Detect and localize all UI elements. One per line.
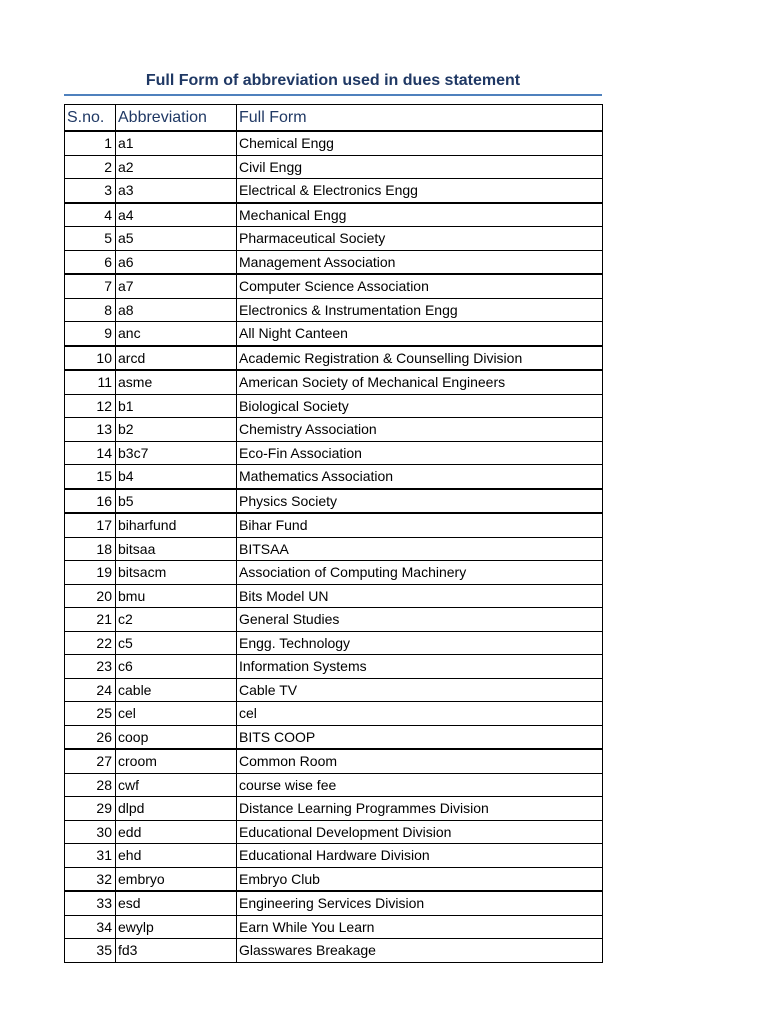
cell-full-form: Educational Development Division — [237, 820, 603, 844]
column-header-abbreviation: Abbreviation — [116, 105, 237, 132]
table-row — [65, 655, 603, 679]
cell-full-form: Bits Model UN — [237, 584, 603, 608]
cell-full-form: Physics Society — [237, 489, 603, 514]
cell-sno: 8 — [65, 298, 116, 322]
table-row — [65, 227, 603, 251]
table-row — [65, 155, 603, 179]
cell-full-form: Mathematics Association — [237, 465, 603, 489]
cell-full-form: General Studies — [237, 608, 603, 632]
cell-abbreviation: b4 — [116, 465, 237, 489]
table-row — [65, 939, 603, 963]
cell-sno: 24 — [65, 678, 116, 702]
cell-abbreviation: fd3 — [116, 939, 237, 963]
document-title: Full Form of abbreviation used in dues statement — [145, 72, 521, 89]
cell-abbreviation: arcd — [116, 346, 237, 371]
table-row — [65, 513, 603, 537]
cell-abbreviation: bitsaa — [116, 537, 237, 561]
cell-full-form: Glasswares Breakage — [237, 939, 603, 963]
cell-abbreviation: bmu — [116, 584, 237, 608]
cell-full-form: Computer Science Association — [237, 274, 603, 298]
cell-sno: 14 — [65, 441, 116, 465]
cell-full-form: Association of Computing Machinery — [237, 561, 603, 585]
cell-sno: 26 — [65, 725, 116, 749]
cell-abbreviation: a7 — [116, 274, 237, 298]
cell-abbreviation: edd — [116, 820, 237, 844]
table-row — [65, 418, 603, 442]
cell-abbreviation: b5 — [116, 489, 237, 514]
cell-abbreviation: cwf — [116, 773, 237, 797]
cell-sno: 20 — [65, 584, 116, 608]
table-row — [65, 725, 603, 749]
cell-full-form: Information Systems — [237, 655, 603, 679]
cell-sno: 25 — [65, 702, 116, 726]
cell-sno: 15 — [65, 465, 116, 489]
cell-sno: 22 — [65, 631, 116, 655]
table-row — [65, 489, 603, 514]
cell-full-form: BITSAA — [237, 537, 603, 561]
cell-full-form: Chemistry Association — [237, 418, 603, 442]
cell-abbreviation: b3c7 — [116, 441, 237, 465]
table-row — [65, 844, 603, 868]
cell-sno: 4 — [65, 203, 116, 227]
cell-sno: 30 — [65, 820, 116, 844]
cell-abbreviation: a4 — [116, 203, 237, 227]
cell-sno: 17 — [65, 513, 116, 537]
cell-sno: 12 — [65, 394, 116, 418]
cell-abbreviation: a6 — [116, 250, 237, 274]
cell-full-form: Pharmaceutical Society — [237, 227, 603, 251]
table-row — [65, 179, 603, 203]
cell-sno: 16 — [65, 489, 116, 514]
table-header-row — [65, 105, 603, 132]
cell-full-form: Chemical Engg — [237, 131, 603, 155]
cell-abbreviation: b2 — [116, 418, 237, 442]
cell-full-form: Engg. Technology — [237, 631, 603, 655]
cell-full-form: Earn While You Learn — [237, 915, 603, 939]
cell-full-form: Electronics & Instrumentation Engg — [237, 298, 603, 322]
cell-sno: 27 — [65, 749, 116, 773]
cell-abbreviation: esd — [116, 891, 237, 915]
table-row — [65, 867, 603, 891]
table-row — [65, 298, 603, 322]
cell-abbreviation: b1 — [116, 394, 237, 418]
cell-full-form: Bihar Fund — [237, 513, 603, 537]
cell-sno: 21 — [65, 608, 116, 632]
cell-full-form: Embryo Club — [237, 867, 603, 891]
cell-full-form: Cable TV — [237, 678, 603, 702]
table-row — [65, 584, 603, 608]
table-row — [65, 465, 603, 489]
table-row — [65, 203, 603, 227]
cell-sno: 31 — [65, 844, 116, 868]
cell-abbreviation: a5 — [116, 227, 237, 251]
table-row — [65, 370, 603, 394]
table-row — [65, 131, 603, 155]
cell-sno: 28 — [65, 773, 116, 797]
cell-full-form: Distance Learning Programmes Division — [237, 797, 603, 821]
cell-abbreviation: a8 — [116, 298, 237, 322]
cell-full-form: Academic Registration & Counselling Division — [237, 346, 603, 371]
table-row — [65, 250, 603, 274]
table-row — [65, 322, 603, 346]
cell-full-form: Management Association — [237, 250, 603, 274]
cell-full-form: BITS COOP — [237, 725, 603, 749]
table-row — [65, 631, 603, 655]
cell-abbreviation: cable — [116, 678, 237, 702]
table-row — [65, 773, 603, 797]
cell-full-form: course wise fee — [237, 773, 603, 797]
table-row — [65, 678, 603, 702]
cell-full-form: Eco-Fin Association — [237, 441, 603, 465]
abbreviation-table — [64, 104, 603, 963]
cell-abbreviation: asme — [116, 370, 237, 394]
cell-sno: 32 — [65, 867, 116, 891]
table-row — [65, 441, 603, 465]
cell-full-form: Civil Engg — [237, 155, 603, 179]
cell-sno: 10 — [65, 346, 116, 371]
cell-full-form: Educational Hardware Division — [237, 844, 603, 868]
table-row — [65, 346, 603, 371]
cell-abbreviation: embryo — [116, 867, 237, 891]
cell-sno: 7 — [65, 274, 116, 298]
cell-abbreviation: a2 — [116, 155, 237, 179]
table-row — [65, 537, 603, 561]
cell-sno: 6 — [65, 250, 116, 274]
cell-sno: 3 — [65, 179, 116, 203]
table-row — [65, 891, 603, 915]
cell-sno: 1 — [65, 131, 116, 155]
cell-abbreviation: ehd — [116, 844, 237, 868]
cell-sno: 29 — [65, 797, 116, 821]
cell-sno: 33 — [65, 891, 116, 915]
cell-full-form: cel — [237, 702, 603, 726]
cell-sno: 23 — [65, 655, 116, 679]
cell-sno: 11 — [65, 370, 116, 394]
column-header-sno: S.no. — [65, 105, 116, 132]
cell-sno: 9 — [65, 322, 116, 346]
cell-abbreviation: c2 — [116, 608, 237, 632]
cell-full-form: Electrical & Electronics Engg — [237, 179, 603, 203]
cell-full-form: Biological Society — [237, 394, 603, 418]
cell-full-form: Engineering Services Division — [237, 891, 603, 915]
cell-full-form: All Night Canteen — [237, 322, 603, 346]
cell-abbreviation: a3 — [116, 179, 237, 203]
cell-abbreviation: croom — [116, 749, 237, 773]
cell-sno: 34 — [65, 915, 116, 939]
cell-abbreviation: a1 — [116, 131, 237, 155]
column-header-full-form: Full Form — [237, 105, 603, 132]
title-underline — [64, 94, 602, 96]
table-row — [65, 820, 603, 844]
table-body — [65, 131, 603, 962]
table-row — [65, 394, 603, 418]
cell-sno: 35 — [65, 939, 116, 963]
table-row — [65, 915, 603, 939]
cell-sno: 19 — [65, 561, 116, 585]
table-row — [65, 797, 603, 821]
cell-abbreviation: anc — [116, 322, 237, 346]
table-row — [65, 702, 603, 726]
cell-full-form: Mechanical Engg — [237, 203, 603, 227]
cell-sno: 18 — [65, 537, 116, 561]
table-row — [65, 561, 603, 585]
table-row — [65, 274, 603, 298]
cell-abbreviation: c6 — [116, 655, 237, 679]
cell-abbreviation: c5 — [116, 631, 237, 655]
cell-sno: 5 — [65, 227, 116, 251]
cell-abbreviation: biharfund — [116, 513, 237, 537]
cell-full-form: American Society of Mechanical Engineers — [237, 370, 603, 394]
cell-sno: 2 — [65, 155, 116, 179]
table-row — [65, 749, 603, 773]
cell-abbreviation: ewylp — [116, 915, 237, 939]
cell-abbreviation: cel — [116, 702, 237, 726]
cell-abbreviation: dlpd — [116, 797, 237, 821]
cell-sno: 13 — [65, 418, 116, 442]
cell-abbreviation: coop — [116, 725, 237, 749]
cell-full-form: Common Room — [237, 749, 603, 773]
cell-abbreviation: bitsacm — [116, 561, 237, 585]
table-row — [65, 608, 603, 632]
